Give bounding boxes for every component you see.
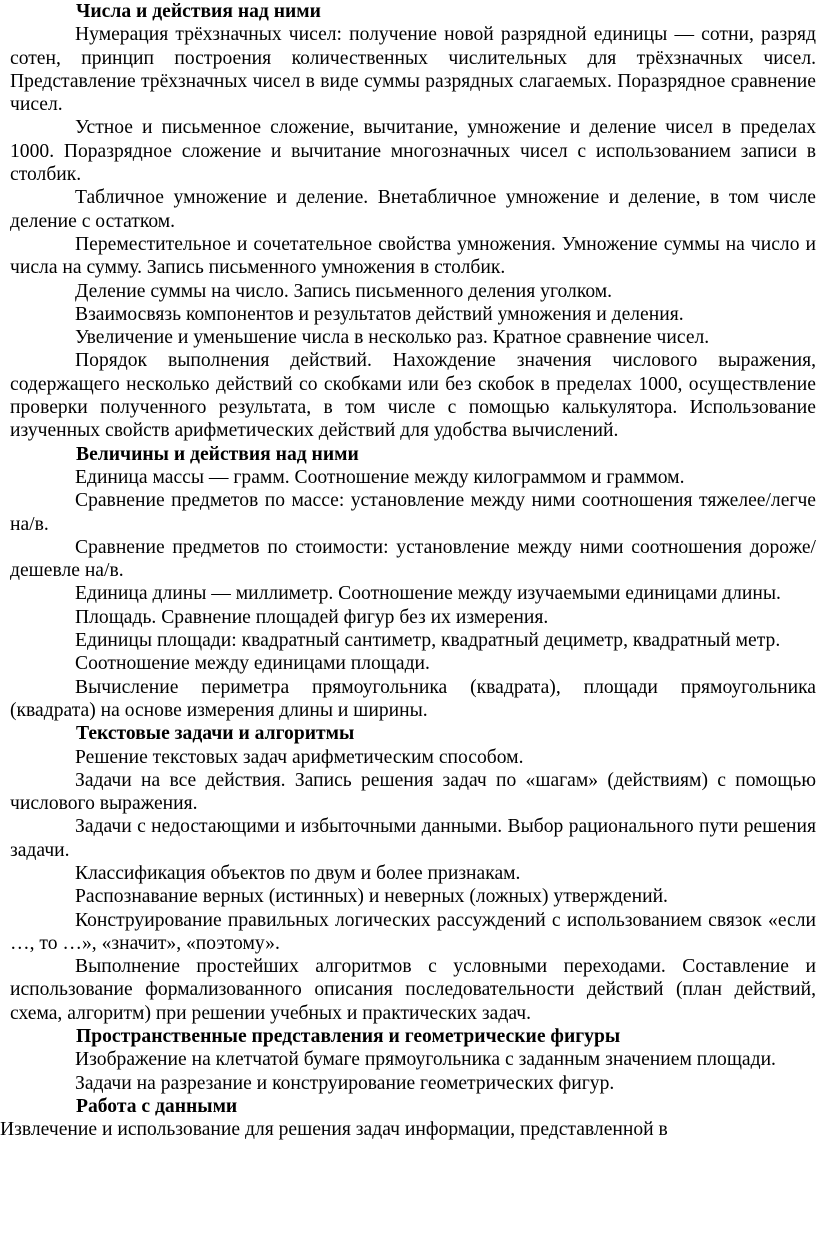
- paragraph: Порядок выполнения действий. Нахождение значения числового выражения, содержащего несколько действий со скобками или без скобок в пределах 1000, осуществление проверки полученного результата, в том числе с помощью калькулятора. Использование изученных свойств арифметических действий для удобства вычислений.: [10, 350, 816, 442]
- paragraph: Переместительное и сочетательное свойства умножения. Умножение суммы на число и числа на сумму. Запись письменного умножения в столбик.: [10, 233, 816, 279]
- paragraph: Вычисление периметра прямоугольника (квадрата), площади прямоугольника (квадрата) на основе измерения длины и ширины.: [10, 676, 816, 721]
- paragraph: Сравнение предметов по стоимости: установление между ними соотношения дороже/дешевле на/в.: [10, 536, 816, 582]
- paragraph: Единица длины — миллиметр. Соотношение между изучаемыми единицами длины.: [75, 583, 781, 605]
- paragraph: Единица массы — грамм. Соотношение между килограммом и граммом.: [75, 466, 685, 488]
- paragraph: Распознавание верных (истинных) и неверных (ложных) утверждений.: [75, 886, 668, 908]
- paragraph: Классификация объектов по двум и более признакам.: [75, 862, 521, 884]
- paragraph: Соотношение между единицами площади.: [75, 653, 430, 675]
- paragraph: Выполнение простейших алгоритмов с условными переходами. Составление и использование формализованного описания последовательности действий (план действий, схема, алгоритм) при решении учебных и практических задач.: [10, 956, 816, 1024]
- section-heading: Величины и действия над ними: [76, 443, 359, 465]
- paragraph: Решение текстовых задач арифметическим способом.: [75, 746, 524, 768]
- paragraph: Взаимосвязь компонентов и результатов действий умножения и деления.: [75, 303, 684, 325]
- paragraph: Задачи с недостающими и избыточными данными. Выбор рационального пути решения задачи.: [10, 816, 816, 861]
- paragraph: Деление суммы на число. Запись письменного деления уголком.: [75, 280, 613, 302]
- section-heading: Работа с данными: [76, 1095, 238, 1117]
- paragraph: Нумерация трёхзначных чисел: получение новой разрядной единицы — сотни, разряд сотен, принцип построения количественных числительных для трёхзначных чисел. Представление трёхзначных чисел в виде суммы разрядных слагаемых. Поразрядное сравнение чисел.: [10, 24, 816, 116]
- paragraph: Сравнение предметов по массе: установление между ними соотношения тяжелее/легче на/в.: [10, 490, 816, 535]
- paragraph: Задачи на разрезание и конструирование геометрических фигур.: [75, 1072, 615, 1094]
- trailing-line: Извлечение и использование для решения задач информации, представленной в: [0, 1119, 668, 1141]
- section-heading: Пространственные представления и геометрические фигуры: [76, 1026, 621, 1048]
- paragraph: Конструирование правильных логических рассуждений с использованием связок «если …, то …», «значит», «поэтому».: [10, 909, 816, 954]
- paragraph: Устное и письменное сложение, вычитание, умножение и деление чисел в пределах 1000. Поразрядное сложение и вычитание многозначных чисел с использованием записи в столбик.: [10, 117, 816, 186]
- paragraph: Изображение на клетчатой бумаге прямоугольника с заданным значением площади.: [75, 1049, 776, 1071]
- paragraph: Единицы площади: квадратный сантиметр, квадратный дециметр, квадратный метр.: [75, 630, 781, 652]
- section-heading: Числа и действия над ними: [76, 1, 321, 22]
- paragraph: Увеличение и уменьшение числа в несколько раз. Кратное сравнение чисел.: [75, 327, 710, 349]
- paragraph: Задачи на все действия. Запись решения задач по «шагам» (действиям) с помощью числового выражения.: [10, 769, 816, 815]
- paragraph: Площадь. Сравнение площадей фигур без их измерения.: [75, 606, 549, 628]
- paragraph: Табличное умножение и деление. Внетабличное умножение и деление, в том числе деление с остатком.: [10, 187, 816, 232]
- section-heading: Текстовые задачи и алгоритмы: [76, 723, 355, 745]
